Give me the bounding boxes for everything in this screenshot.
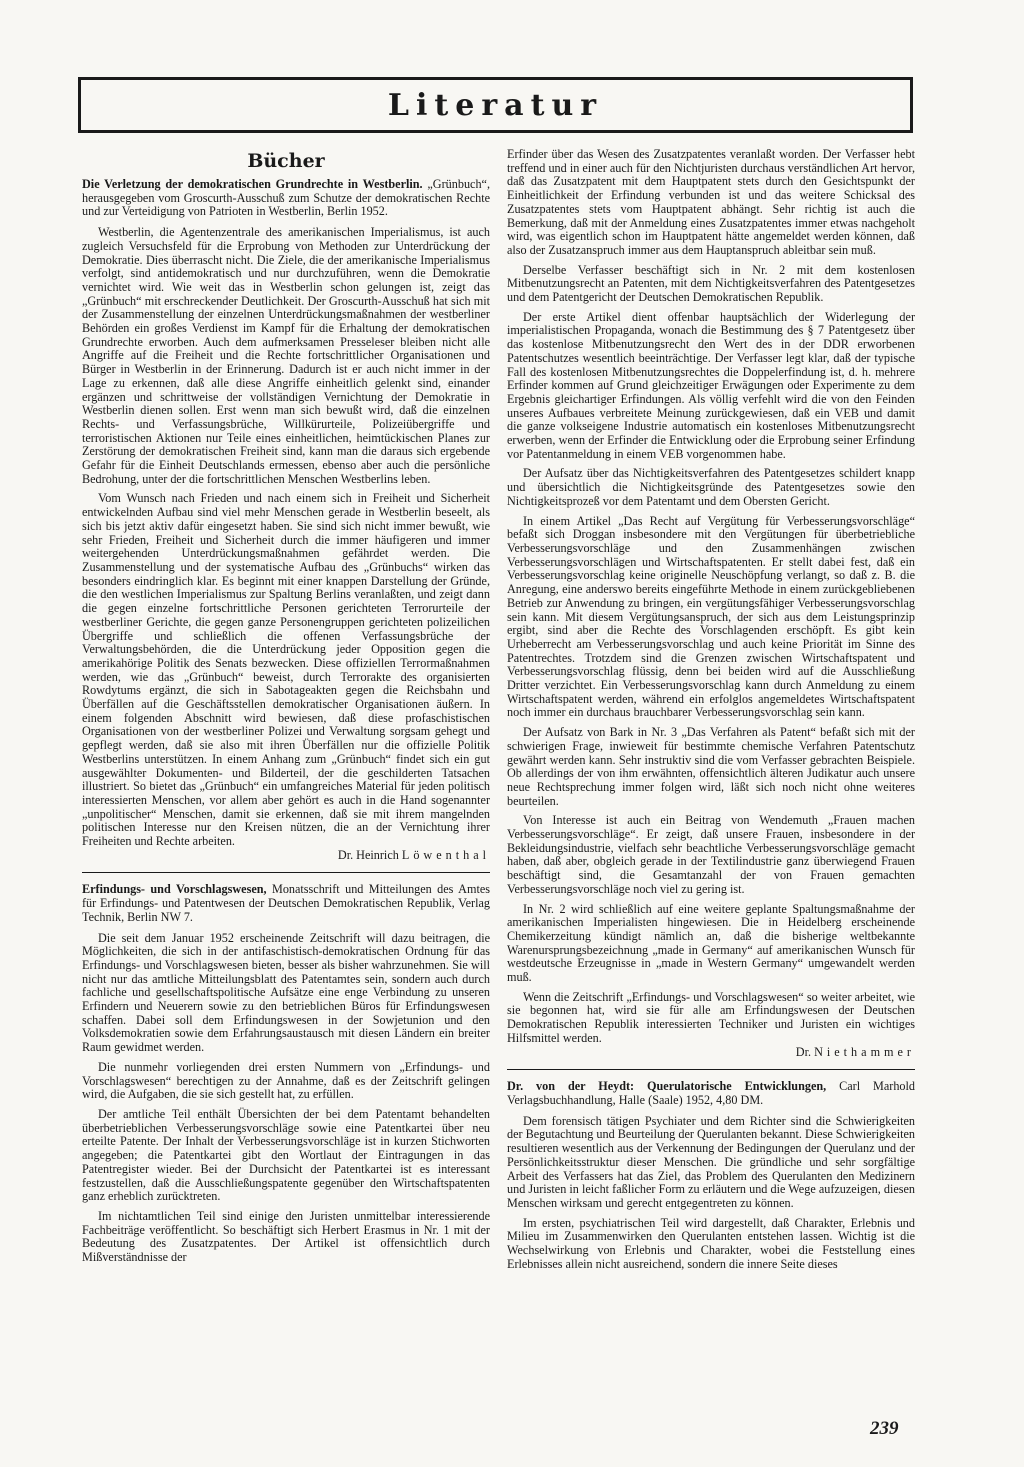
review3-paragraph: Im ersten, psychiatrischen Teil wird dargestellt, daß Charakter, Erlebnis und Milieu im Zusammenwirken den Querulanten entstehen lassen. Wichtig ist die Wechselwirkung von Erlebnis und Charakter, wobei die Feststellung eines Erlebnisses allein nicht ausreichend, sondern die innere Seite dieses <box>507 1215 915 1271</box>
review2-paragraph: Der amtliche Teil enthält Übersichten der bei dem Patentamt behandelten überbetrieblichen Verbesserungsvorschläge sowie eine Patentkartei über neu erteilte Patente. Der Inhalt der Verbesserungsvorschläge ist in kurzen Stichworten angegeben; die Patentkartei gibt den Wortlaut der Eintragungen in das Patentregister wieder. Bei der Durchsicht der Patentkartei ist es interessant festzustellen, daß die Ausschließungspatente gegenüber den Wirtschaftspatenten ganz erheblich zurücktreten. <box>82 1107 490 1204</box>
section-title: Bücher <box>247 150 325 172</box>
left-column <box>82 148 490 1413</box>
review2-paragraph: Der Aufsatz über das Nichtigkeitsverfahren des Patentgesetzes schildert knapp und übersichtlich die Nichtigkeitsgründe des Patentgesetzes sowie den Nichtigkeitsprozeß vor dem Patentamt und dem Obersten Gericht. <box>507 466 915 508</box>
review2-paragraph: Die nunmehr vorliegenden drei ersten Nummern von „Erfindungs- und Vorschlagswesen“ berechtigen zu der Annahme, daß es der Zeitschrift gelingen wird, die Aufgaben, die sie sich gestellt hat, zu erfüllen. <box>82 1059 490 1102</box>
review2-sig-name: Niethammer <box>814 1044 915 1059</box>
review3-meta: Carl Marhold Verlagsbuchhandlung, Halle (Saale) 1952, 4,80 DM. <box>507 1079 915 1107</box>
review3-title: Dr. von der Heydt: Querulatorische Entwicklungen, <box>507 1079 827 1094</box>
review1-meta: „Grünbuch“, herausgegeben vom Groscurth-Ausschuß zum Schutze der demokratischen Rechte und zur Verteidigung von Patrioten in Westberlin, Berlin 1952. <box>82 177 490 219</box>
page-title: Literatur <box>387 88 604 123</box>
review1-paragraph: Westberlin, die Agentenzentrale des amerikanischen Imperialismus, ist auch zugleich Versuchsfeld für die Erprobung von Methoden zur Unterdrückung der Demokratie. Dies überrascht nicht. Die Ziele, die der amerikanische Imperialismus verfolgt, sind antidemokratisch und nur durchzuführen, wenn die Demokratie vernichtet wird. Wie weit das in Westberlin schon gelungen ist, zeigt das „Grünbuch“ mit erschreckender Deutlichkeit. Der Groscurth-Ausschuß hat sich mit der Zusammenstellung der einzelnen Unterdrückungsmaßnahmen der westberliner Behörden ein großes Verdienst im Kampf für die Erhaltung der demokratischen Grundrechte erworben. Auch dem aufmerksamen Presseleser bleiben nicht alle Angriffe auf die Freiheit und die Rechte fortschrittlicher Organisationen und Bürger in Westberlin in der Erinnerung. Dadurch ist er auch nicht immer in der Lage zu erkennen, daß alle diese Angriffe einheitlich gelenkt sind, einander ergänzen und schrittweise der vollständigen Vernichtung der Demokratie in Westberlin dienen sollen. Erst wenn man sich bewußt wird, daß die einzelnen Rechts- und Verfassungsbrüche, Willkürurteile, Polizeiübergriffe und terroristischen Aktionen nur Teile eines einheitlichen, heimtückischen Planes zur Zerstörung der demokratischen Freiheit sind, kann man die daraus sich ergebende Gefahr für die Einheit Deutschlands ermessen, ebenso aber auch die persönliche Bedrohung, unter der die fortschrittlichen Menschen Westberlins leben. <box>82 225 490 486</box>
review2-title: Erfindungs- und Vorschlagswesen, <box>82 882 267 897</box>
review3-paragraph: Dem forensisch tätigen Psychiater und dem Richter sind die Schwierigkeiten der Begutachtung und Beurteilung der Querulanten bekannt. Diese Schwierigkeiten resultieren wesentlich aus der Verkennung der Bedingungen der Querulanz und der Persönlichkeitsstruktur dieser Menschen. Die gründliche und sehr sorgfältige Arbeit des Verfassers hat das Ziel, das Problem des Querulanten den Medizinern und Juristen in leicht faßlicher Form zu erläutern und die Wege aufzuzeigen, diesen Menschen wirksam und gerecht entgegentreten zu können. <box>507 1113 915 1210</box>
review1-sig-name: Löwenthal <box>401 847 490 862</box>
review2-paragraph: Der erste Artikel dient offenbar hauptsächlich der Widerlegung der imperialistischen Propaganda, wonach die Bestimmung des § 7 Patentgesetz über das kostenlose Mitbenutzungsrecht den Wert des in der DDR erworbenen Patentschutzes wesentlich beeinträchtige. Der Verfasser legt klar, daß der typische Fall des kostenlosen Mitbenutzungsrechtes die Doppelerfindung ist, d. h. mehrere Erfinder kommen auf Grund gleichzeitiger Erwägungen oder Experimente zu dem Ergebnis gleichartiger Erfindungen. Als völlig verfehlt wird die von den Feinden unseres Aufbaues verbreitete Meinung zurückgewiesen, daß ein VEB und damit die ganze volkseigene Industrie automatisch ein kostenloses Mitbenutzungsrecht erwerben, wenn der Erfinder die Entwicklung oder die Erprobung seiner Erfindung vor Patentanmeldung in einem VEB vorgenommen habe. <box>507 309 915 461</box>
page-number: 239 <box>870 1418 899 1439</box>
review1-paragraph: Vom Wunsch nach Frieden und nach einem sich in Freiheit und Sicherheit entwickelnden Aufbau sind viel mehr Menschen gerade in Westberlin beseelt, als sich bis jetzt aktiv dafür eingesetzt haben. Sie sind sich nicht immer bewußt, wie sehr Frieden, Freiheit und Sicherheit durch die immer häufigeren und immer weitergehenden Unterdrückungsmaßnahmen gefährdet werden. Die Zusammenstellung und der systematische Aufbau des „Grünbuchs“ wirken das besonders eindringlich klar. Es beginnt mit einer knappen Darstellung der Gründe, die den westlichen Imperialismus zur Spaltung Berlins veranlaßten, und zeigt dann die gegen einzelne fortschrittliche Personen gerichteten Terrorurteile der westberliner Gerichte, die gegen ganze Personengruppen gerichteten polizeilichen Übergriffe und schließlich die offenen Verfassungsbrüche der Verwaltungsbehörden, die die Unterdrückung jeder Opposition gegen die amerikahörige Politik des Senats bezwecken. Diese offiziellen Terrormaßnahmen werden, wie das „Grünbuch“ beweist, durch Terrorakte des organisierten Rowdytums ergänzt, die sich in Sabotageakten gegen die Reichsbahn und Überfällen auf die Geschäftsstellen demokratischer Organisationen äußern. In einem folgenden Abschnitt wird bewiesen, daß diese profaschistischen Organisationen von der westberliner Polizei und Verwaltung sorgsam gehegt und gepflegt werden, daß sie also mit ihren Überfällen nur die offizielle Politik Westberlins unterstützen. In einem Anhang zum „Grünbuch“ findet sich ein gut ausgewählter Dokumenten- und Bilderteil, der die geschilderten Tatsachen illustriert. So bietet das „Grünbuch“ ein umfangreiches Material für jeden politisch interessierten Menschen, vor allem aber gehört es auch in die Hand sogenannter „unpolitischer“ Menschen, damit sie erkennen, daß sie mit ihrem mangelnden politischen Interesse nur den Kreisen nützen, die an der Vernichtung ihrer Freiheiten und Rechte arbeiten. <box>82 491 490 849</box>
review2-paragraph: Im nichtamtlichen Teil sind einige den Juristen unmittelbar interessierende Fachbeiträge veröffentlicht. So beschäftigt sich Herbert Erasmus in Nr. 1 mit der Bedeutung des Zusatzpatentes. Der Artikel ist offensichtlich durch Mißverständnisse der <box>82 1208 490 1265</box>
review2-heading <box>82 883 490 924</box>
review1-sig-prefix: Dr. Heinrich <box>337 847 402 862</box>
review2-paragraph: In Nr. 2 wird schließlich auf eine weitere geplante Spaltungsmaßnahme der amerikanischen Imperialisten hingewiesen. Die in Heidelberg erscheinende Chemikerzeitung kündigt nämlich an, daß die bisherige weltbekannte Warenursprungsbezeichnung „made in Germany“ auf amerikanischen Wunsch für westdeutsche Erzeugnisse in „made in Western Germany“ umgewandelt werden muß. <box>507 901 915 985</box>
review2-paragraph: Erfinder über das Wesen des Zusatzpatentes veranlaßt worden. Der Verfasser hebt treffend und in einer auch für den Nichtjuristen durchaus verständlichen Art hervor, daß das Zusatzpatent mit dem Hauptpatent stets durch den Gesichtspunkt der Einheitlichkeit der Erfindung verbunden ist und das weitere Schicksal des Zusatzpatentes stets vom Hauptpatent abhängt. Sehr richtig ist auch die Bemerkung, daß mit der Anmeldung eines Zusatzpatentes immer etwas nachgeholt wird, was eigentlich schon im Hauptpatent hätte angemeldet werden können, daß also der Zusatzanspruch immer aus dem Hauptanspruch ableitbar sein muß. <box>507 148 915 257</box>
review2-signature <box>507 1046 915 1060</box>
review1-title: Die Verletzung der demokratischen Grundrechte in Westberlin. <box>82 177 423 191</box>
header-frame <box>78 77 913 133</box>
review2-paragraph: In einem Artikel „Das Recht auf Vergütung für Verbesserungsvorschläge“ befaßt sich Droggan insbesondere mit den Vergütungen für überbetriebliche Verbesserungsvorschläge und den Zusammenhängen zwischen Verbesserungsvorschlägen und Wirtschaftspatenten. Er stellt dabei fest, daß ein Verbesserungsvorschlag keine originelle Neuschöpfung verlangt, so daß z. B. die Anregung, eine anderswo bereits eingeführte Methode in einem zurückgebliebenen Betrieb zur Anwendung zu bringen, ein vergütungsfähiger Verbesserungsvorschlag sein kann. Mit diesem Vergütungsanspruch, der sich aus dem Leistungsprinzip ergibt, sind aber die Rechte des Vorschlagenden erschöpft. Es gibt kein Urheberrecht am Verbesserungsvorschlag und auch keine Priorität im Sinne des Patentrechtes. Trotzdem sind die Grenzen zwischen Wirtschaftspatent und Verbesserungsvorschlag flüssig, denn bei beiden wird auf die Ausschließung Dritter verzichtet. Ein Verbesserungsvorschlag kann durch Anmeldung zu einem Wirtschaftspatent werden, während ein erfolglos angemeldetes Wirtschaftspatent noch immer ein durchaus brauchbarer Verbesserungsvorschlag sein kann. <box>507 513 915 720</box>
review2-sig-prefix: Dr. <box>795 1044 815 1059</box>
review2-paragraph: Wenn die Zeitschrift „Erfindungs- und Vorschlagswesen“ so weiter arbeitet, wie sie begonnen hat, wird sie für alle am Erfindungswesen der Deutschen Demokratischen Republik interessierten Techniker und Juristen ein wichtiges Hilfsmittel werden. <box>507 989 915 1045</box>
review2-paragraph: Derselbe Verfasser beschäftigt sich in Nr. 2 mit dem kostenlosen Mitbenutzungsrecht an Patenten, mit dem Nichtigkeitsverfahren des Patentgesetzes und dem Patentgericht der Deutschen Demokratischen Republik. <box>507 262 915 305</box>
divider <box>507 1069 915 1070</box>
review1-signature <box>82 849 490 863</box>
divider <box>82 872 490 873</box>
review1-heading <box>82 178 490 219</box>
review2-paragraph: Die seit dem Januar 1952 erscheinende Zeitschrift will dazu beitragen, die Möglichkeiten, die sich in der antifaschistisch-demokratischen Ordnung für das Erfindungs- und Vorschlagswesen bieten, besser als bisher wahrzunehmen. Sie will nicht nur das amtliche Mitteilungsblatt des Patentamtes sein, sondern auch durch fachliche und gesellschaftspolitische Aufsätze eine enge Verbindung zu unseren Erfindern und Neuerern sowie zu den betrieblichen Büros für Erfindungswesen schaffen. Dabei soll dem Erfindungswesen in der Sowjetunion und den Volksdemokratien sowie dem Erfahrungsaustausch mit diesen Ländern ein breiter Raum gewidmet werden. <box>82 930 490 1055</box>
review2-paragraph: Von Interesse ist auch ein Beitrag von Wendemuth „Frauen machen Verbesserungsvorschläge“. Er zeigt, daß unsere Frauen, insbesondere in der Bekleidungsindustrie, vielfach sehr beachtliche Verbesserungsvorschläge gemacht haben, daß aber, obgleich gerade in der Textilindustrie ganz überwiegend Frauen beschäftigt sind, die Gesamtanzahl der von Frauen gemachten Verbesserungsvorschläge noch viel zu gering ist. <box>507 813 915 896</box>
review2-meta: Monatsschrift und Mitteilungen des Amtes für Erfindungs- und Patentwesen der Deutschen Demokratischen Republik, Verlag Technik, Berlin NW 7. <box>82 882 490 924</box>
review3-heading <box>507 1080 915 1107</box>
review2-paragraph: Der Aufsatz von Bark in Nr. 3 „Das Verfahren als Patent“ befaßt sich mit der schwierigen Frage, inwieweit für bestimmte chemische Verfahren Patentschutz gewährt werden kann. Sehr instruktiv sind die vom Verfasser gebrachten Beispiele. Ob allerdings der von ihm erwähnten, offensichtlich älteren Judikatur auch unsere neue Rechtsprechung immer folgen wird, läßt sich noch nicht ohne weiteres beurteilen. <box>507 725 915 808</box>
right-column <box>507 148 915 1413</box>
